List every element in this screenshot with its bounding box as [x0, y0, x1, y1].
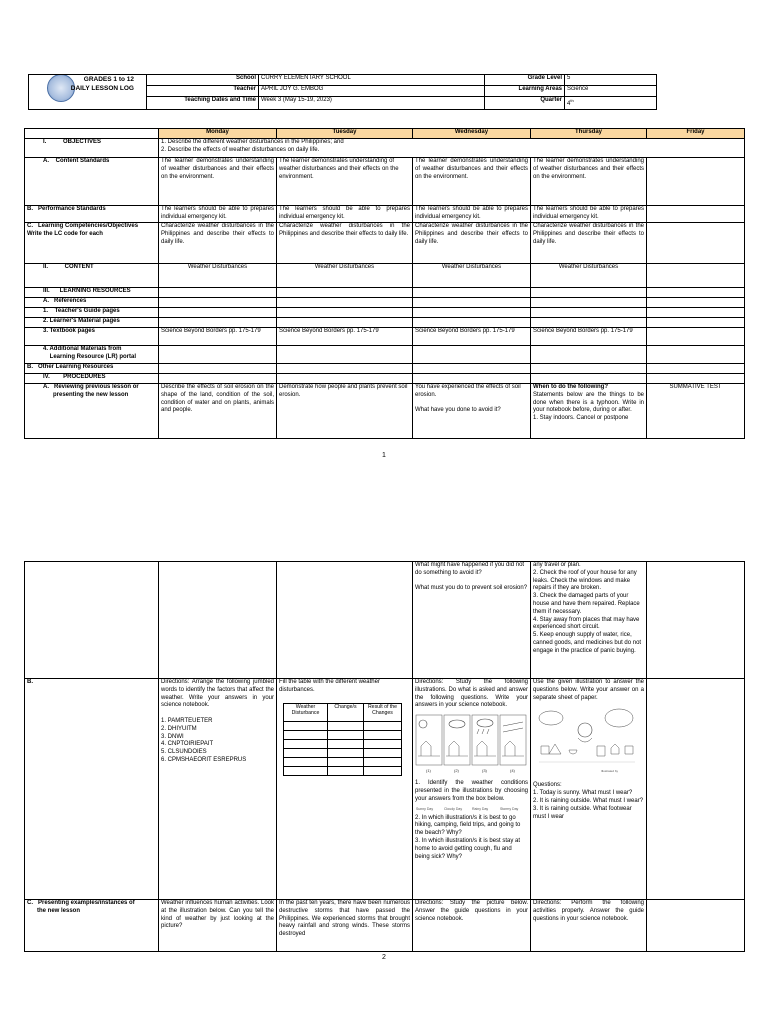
- day-wednesday: Wednesday: [413, 129, 531, 139]
- quarter-value: 4th: [565, 97, 657, 110]
- textbook-thu: Science Beyond Borders pp. 175-179: [531, 328, 647, 346]
- page-number-2: 2: [382, 954, 386, 961]
- competencies-thu: Characterize weather disturbances in the Philippines and describe their effects to daily life.: [531, 223, 647, 264]
- lesson-log-table-page2: [24, 561, 745, 952]
- grade-level-value: 5: [565, 75, 657, 86]
- b-mon: Directions: Arrange the following jumbled words to identify the factors that affect the weather. Write your answers in your science notebook. 1. PAMRTEUETER 2. DHIYUITM 3. DNWI 4. CNPTOIRIEPAIT 5. CLSUNDOIES 6. CPMSHAEORIT ESREPRUS: [159, 679, 277, 900]
- school-value: CURRY ELEMENTARY SCHOOL: [259, 75, 485, 86]
- col-changes: Change/s: [328, 703, 364, 721]
- content-label: II. CONTENT: [25, 264, 159, 288]
- teacher-value: APRIL JOY G. EMBOG: [259, 86, 485, 97]
- content-standards-label: A. Content Standards: [25, 158, 159, 206]
- review-label: A. Reviewing previous lesson or presenting the new lesson: [25, 384, 159, 439]
- objectives-text: 1. Describe the different weather disturbances in the Philippines; and 2. Describe the effects of weather disturbances on daily life.: [159, 139, 745, 158]
- b-wed: Directions: Study the following illustrations. Do what is asked and answer the following questions. Write your answers in your science notebook. (1) (2) (3) (4) 1. Identify the weather conditions presented in the illustrations by choosing your answers from the box below. Sunny Day Cloudy Day Rainy Day Stormy Day 2. In which illustration/s it is best to go hiking, camping, field trips, and going to the beach? Why? 3. In which illustration/s it is best stay at home to avoid getting cough, flu and being sick? Why?: [413, 679, 531, 900]
- day-friday: Friday: [647, 129, 745, 139]
- b-thu: Use the given illustration to answer the questions below. Write your answer on a separate sheet of paper. Illustrated by Questions: 1. Today is sunny. What must I wear? 2. It is raining outside. What must I wear? 3. It is raining outside. What footwear must I wear: [531, 679, 647, 900]
- lesson-log-table-page1: [24, 128, 745, 439]
- textbook-tue: Science Beyond Borders pp. 175-179: [277, 328, 413, 346]
- performance-tue: The learners should be able to prepares individual emergency kit.: [277, 206, 413, 223]
- review-tue: Demonstrate how people and plants prevent soil erosion.: [277, 384, 413, 439]
- learning-areas-value: Science: [565, 86, 657, 97]
- review-thu: When to do the following? Statements below are the things to be done when there is a typhoon. Write in your notebook before, during or after. 1. Stay indoors. Cancel or postpone: [531, 384, 647, 439]
- learning-resources-label: III. LEARNING RESOURCES: [25, 288, 159, 298]
- b-tue: Fill the table with the different weather disturbances. Weather Disturbance Change/s Result of the Changes: [277, 679, 413, 900]
- c-tue: In the past ten years, there have been numerous destructive storms that have passed the Philippines. We experienced storms that brought heavy rainfall and strong winds. These storms destroyed: [277, 900, 413, 952]
- other-resources-label: B. Other Learning Resources: [25, 364, 159, 374]
- content-thu: Weather Disturbances: [531, 264, 647, 288]
- svg-text:(3): (3): [482, 768, 487, 774]
- learners-material-label: 2. Learner's Material pages: [25, 318, 159, 328]
- review-mon: Describe the effects of soil erosion on the shape of the land, condition of the soil, condition of water and on plants, animals and people.: [159, 384, 277, 439]
- content-standards-wed: The learner demonstrates understanding of weather disturbances and their effects on the environment.: [413, 158, 531, 206]
- performance-standards-label: B. Performance Standards: [25, 206, 159, 223]
- wed-continued: What might have happened if you did not do something to avoid it? What must you do to prevent soil erosion?: [413, 562, 531, 679]
- log-title: DAILY LESSON LOG: [70, 85, 134, 92]
- content-mon: Weather Disturbances: [159, 264, 277, 288]
- competencies-label: C. Learning Competencies/Objectives Write the LC code for each: [25, 223, 159, 264]
- textbook-mon: Science Beyond Borders pp. 175-179: [159, 328, 277, 346]
- quarter-label: Quarter: [485, 97, 565, 110]
- references-label: A. References: [25, 298, 159, 308]
- col-result: Result of the Changes: [364, 703, 402, 721]
- dates-value: Week 3 (May 15-19, 2023): [259, 97, 485, 110]
- day-monday: Monday: [159, 129, 277, 139]
- textbook-wed: Science Beyond Borders pp. 175-179: [413, 328, 531, 346]
- content-standards-mon: The learner demonstrates understanding of weather disturbances and their effects on the environment.: [159, 158, 277, 206]
- page-number-1: 1: [382, 452, 386, 459]
- school-label: School: [147, 75, 259, 86]
- clothing-illustration-image: [533, 706, 641, 778]
- c-mon: Weather influences human activities. Look at the illustration below. Can you tell the kind of weather by just looking at the picture?: [159, 900, 277, 952]
- competencies-tue: Characterize weather disturbances in the Philippines and describe their effects to daily life.: [277, 223, 413, 264]
- svg-text:(4): (4): [510, 768, 515, 774]
- c-wed: Directions: Study the picture below. Answer the guide questions in your science notebook.: [413, 900, 531, 952]
- c-thu: Directions: Perform the following activities properly. Answer the guide questions in your science notebook.: [531, 900, 647, 952]
- procedures-label: IV. PROCEDURES: [25, 374, 159, 384]
- teachers-guide-label: 1. Teacher's Guide pages: [25, 308, 159, 318]
- review-wed: You have experienced the effects of soil erosion. What have you done to avoid it?: [413, 384, 531, 439]
- day-tuesday: Tuesday: [277, 129, 413, 139]
- header-table: [28, 74, 657, 110]
- dates-label: Teaching Dates and Time: [147, 97, 259, 110]
- section-b-label: B.: [25, 679, 159, 900]
- svg-text:(2): (2): [454, 768, 459, 774]
- additional-materials-label: 4. Additional Materials from Learning Resource (LR) portal: [25, 346, 159, 364]
- content-standards-thu: The learner demonstrates understanding of weather disturbances and their effects on the environment.: [531, 158, 647, 206]
- grades-label: GRADES 1 to 12: [83, 76, 134, 83]
- competencies-wed: Characterize weather disturbances in the Philippines and describe their effects to daily life.: [413, 223, 531, 264]
- content-wed: Weather Disturbances: [413, 264, 531, 288]
- svg-text:Illustrated by: Illustrated by: [601, 769, 619, 774]
- teacher-label: Teacher: [147, 86, 259, 97]
- weather-disturbance-table: [283, 703, 402, 776]
- weather-illustrations-image: [415, 714, 527, 776]
- col-weather-disturbance: Weather Disturbance: [284, 703, 328, 721]
- competencies-mon: Characterize weather disturbances in the Philippines and describe their effects to daily life.: [159, 223, 277, 264]
- textbook-label: 3. Textbook pages: [25, 328, 159, 346]
- svg-text:(1): (1): [426, 768, 431, 774]
- jumbled-words-list: 1. PAMRTEUETER 2. DHIYUITM 3. DNWI 4. CNPTOIRIEPAIT 5. CLSUNDOIES 6. CPMSHAEORIT ESREPRUS: [161, 717, 247, 763]
- content-tue: Weather Disturbances: [277, 264, 413, 288]
- content-standards-tue: The learner demonstrates understanding of weather disturbances and their effects on the environment.: [277, 158, 413, 206]
- presenting-examples-label: C. Presenting examples/instances of the new lesson: [25, 900, 159, 952]
- learning-areas-label: Learning Areas: [485, 86, 565, 97]
- performance-wed: The learners should be able to prepares individual emergency kit.: [413, 206, 531, 223]
- performance-mon: The learners should be able to prepares individual emergency kit.: [159, 206, 277, 223]
- performance-thu: The learners should be able to prepares individual emergency kit.: [531, 206, 647, 223]
- review-fri: SUMMATIVE TEST: [647, 384, 745, 439]
- grade-level-label: Grade Level: [485, 75, 565, 86]
- thu-continued: any travel or plan. 2. Check the roof of your house for any leaks. Check the windows and make repairs if they are broken. 3. Check the damaged parts of your house and have them repaired. Replace them if necessary. 4. Stay away from places that may have experienced short circuit. 5. Keep enough supply of water, rice, canned goods, and medicines but do not engage in the practice of panic buying.: [531, 562, 647, 679]
- weather-choices-box: Sunny Day Cloudy Day Rainy Day Stormy Day: [416, 806, 519, 811]
- day-thursday: Thursday: [531, 129, 647, 139]
- objectives-label: I. OBJECTIVES: [25, 139, 159, 158]
